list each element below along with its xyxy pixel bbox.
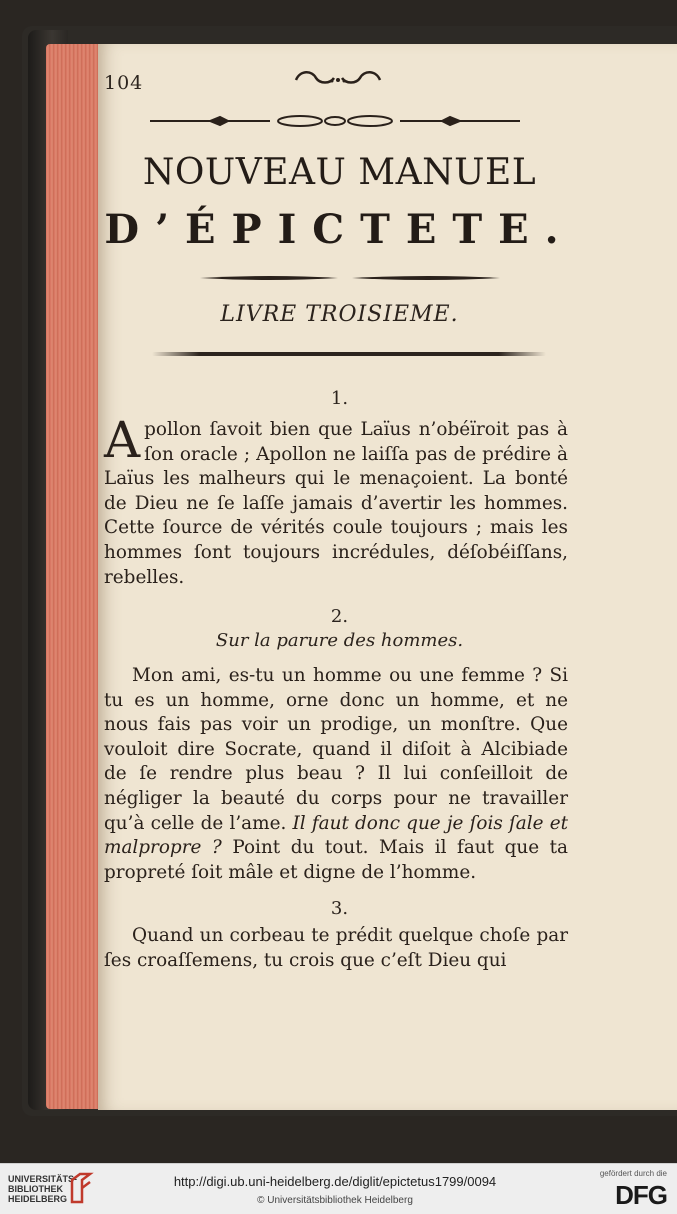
paragraph-text: pollon ſavoit bien que Laïus n’obéïroit pas à ſon oracle ; Apollon ne laiſſa pas de prédire à Laïus les malheurs qui le menaçoient. La bonté de Dieu ne ſe laſſe jamais d’avertir les hommes. Cette ſource de vérités coule toujours ; mais les hommes ſont toujours incrédules, déſobéiſſans, rebelles. (104, 419, 568, 588)
section-number: 1. (330, 388, 349, 409)
library-name (8, 1174, 77, 1204)
page-edges (46, 44, 104, 1109)
section-number: 2. (330, 606, 349, 627)
funding-label: gefördert durch die (599, 1169, 667, 1178)
section-paragraph (104, 411, 568, 590)
page-number: 104 (104, 72, 144, 94)
title-line-1: NOUVEAU MANUEL (142, 152, 537, 193)
ornamental-rule (150, 114, 520, 128)
viewer-footer (0, 1163, 677, 1214)
permalink-url[interactable]: http://digi.ub.uni-heidelberg.de/diglit/epictetus1799/0094 (173, 1174, 497, 1189)
section-number: 3. (330, 898, 349, 919)
drop-cap: A (104, 411, 141, 469)
library-name-line: BIBLIOTHEK (8, 1184, 63, 1194)
section-paragraph (104, 924, 568, 973)
vignette-ornament (290, 66, 386, 90)
italic-quote: Il faut donc que je ſois ſale et malpropre ? (104, 812, 568, 859)
dfg-logo[interactable]: DFG (615, 1180, 667, 1210)
split-rule (200, 274, 500, 282)
book-title: LIVRE TROISIEME. (220, 302, 459, 327)
library-logo-icon[interactable] (68, 1170, 94, 1206)
section-paragraph (104, 664, 568, 885)
library-name-line: UNIVERSITÄTS- (8, 1174, 78, 1184)
paragraph-text: Point du tout. Mais il faut que ta propreté ſoit mâle et digne de l’homme. (104, 837, 568, 883)
title-line-2: D’ÉPICTETE. (104, 206, 575, 253)
paragraph-text: Mon ami, es-tu un homme ou une femme ? Si tu es un homme, orne donc un homme, et ne nous fais pas voir un prodige, un monſtre. Que vouloit dire Socrate, quand il diſoit à Alcibiade de ſe rendre plus beau ? Il lui conſeilloit de négliger la beauté du corps pour ne travailler qu’à celle de l’ame. (104, 665, 568, 834)
horizontal-rule (152, 352, 546, 356)
section-subtitle: Sur la parure des hommes. (215, 630, 464, 651)
library-name-line: HEIDELBERG (8, 1194, 68, 1204)
paragraph-text: Quand un corbeau te prédit quelque choſe par ſes croaſſemens, tu crois que c’eſt Dieu qui (104, 925, 568, 971)
copyright-text: © Universitätsbibliothek Heidelberg (257, 1195, 413, 1206)
